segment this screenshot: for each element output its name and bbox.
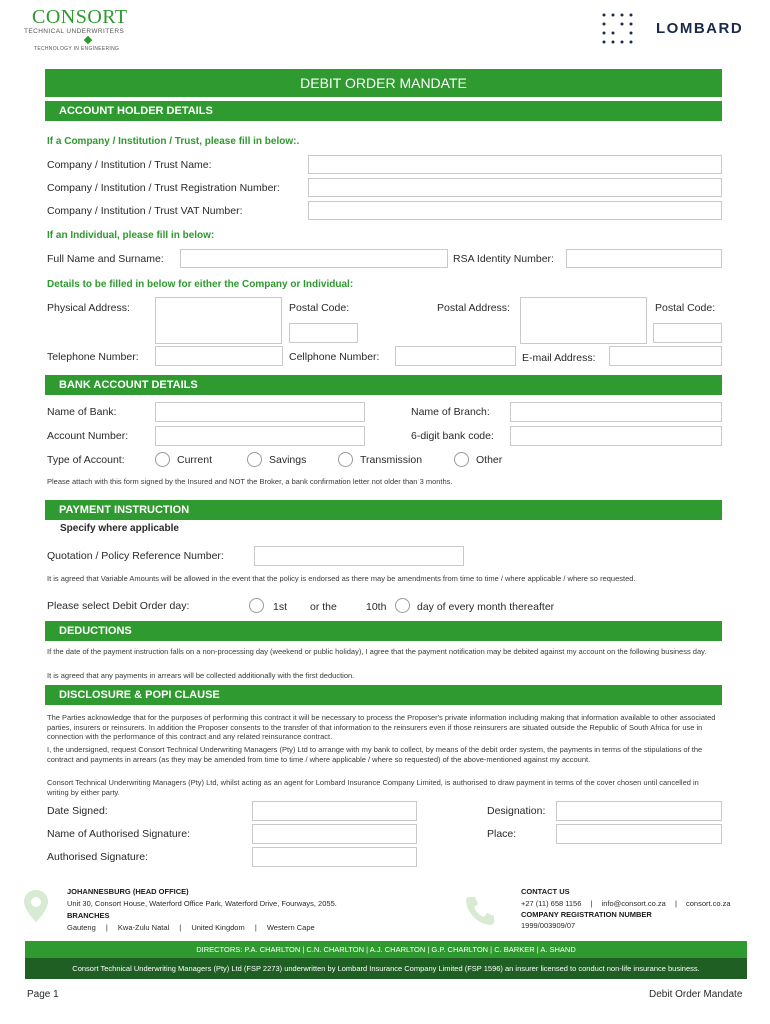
- bank-name-label: Name of Bank:: [47, 406, 117, 418]
- contact-list: +27 (11) 658 1156 | info@consort.co.za | consort.co.za: [521, 899, 731, 908]
- individual-note: If an Individual, please fill in below:: [47, 230, 215, 241]
- section-disclosure: DISCLOSURE & POPI CLAUSE: [45, 685, 722, 705]
- company-note: If a Company / Institution / Trust, please fill in below:.: [47, 136, 300, 147]
- section-payment-instruction: PAYMENT INSTRUCTION: [45, 500, 722, 520]
- head-office-address: Unit 30, Consort House, Waterford Office Park, Waterford Drive, Fourways, 2055.: [67, 899, 337, 908]
- variable-amount-note: It is agreed that Variable Amounts will be allowed in the event that the policy is endorsed as there may be amendments from time to time / where applicable / where so requested.: [47, 574, 636, 583]
- branch-western-cape: Western Cape: [266, 923, 315, 932]
- postal-address-label: Postal Address:: [437, 302, 510, 314]
- auth-name-label: Name of Authorised Signature:: [47, 828, 191, 840]
- rsa-id-label: RSA Identity Number:: [453, 253, 554, 265]
- account-type-transmission-label: Transmission: [360, 454, 423, 466]
- contact-phone[interactable]: +27 (11) 658 1156: [521, 899, 582, 908]
- lombard-dots-icon: [600, 12, 644, 48]
- branch-kzn: Kwa-Zulu Natal: [117, 923, 170, 932]
- directors-text: DIRECTORS: P.A. CHARLTON | C.N. CHARLTON | A.J. CHARLTON | G.P. CHARLTON | C. BARKER | A. SHAND: [196, 945, 576, 954]
- branch-name-label: Name of Branch:: [411, 406, 490, 418]
- physical-address-field[interactable]: [155, 297, 282, 344]
- branches-list: Gauteng | Kwa-Zulu Natal | United Kingdom | Western Cape: [67, 923, 315, 932]
- auth-name-field[interactable]: [252, 824, 417, 844]
- day-1st-radio[interactable]: [249, 598, 264, 613]
- contact-email[interactable]: info@consort.co.za: [601, 899, 666, 908]
- reference-field[interactable]: [254, 546, 464, 566]
- section-account-holder: ACCOUNT HOLDER DETAILS: [45, 101, 722, 121]
- section-bank-account: BANK ACCOUNT DETAILS: [45, 375, 722, 395]
- telephone-label: Telephone Number:: [47, 351, 139, 363]
- select-day-label: Please select Debit Order day:: [47, 600, 190, 612]
- account-type-other-label: Other: [476, 454, 503, 466]
- specify-applicable: Specify where applicable: [60, 523, 179, 534]
- details-note: Details to be filled in below for either the Company or Individual:: [47, 279, 354, 290]
- contact-website[interactable]: consort.co.za: [686, 899, 731, 908]
- account-number-field[interactable]: [155, 426, 365, 446]
- account-type-savings-radio[interactable]: [247, 452, 262, 467]
- account-type-current-label: Current: [177, 454, 213, 466]
- disclosure-para-1: The Parties acknowledge that for the purposes of performing this contract it will be necessary to process the Proposer's private information including making that information available to other associated parties, insurers or reinsurers. In addition the Proposer consents to the transfer of that information to the reinsurers even if those reinsurers are situated outside the Republic of South Africa for use in connection with the performance of this contract and any related reinsurance contract.: [47, 713, 716, 741]
- account-type-savings-label: Savings: [269, 454, 307, 466]
- bank-name-field[interactable]: [155, 402, 365, 422]
- page-title: DEBIT ORDER MANDATE: [45, 69, 722, 97]
- account-type-other-radio[interactable]: [454, 452, 469, 467]
- disclosure-para-3: Consort Technical Underwriting Managers (Pty) Ltd, whilst acting as an agent for Lombard Insurance Company Limited, is authorised to draw payment in terms of the cover chosen until cancelled in writing by either party.: [47, 778, 699, 797]
- reference-label: Quotation / Policy Reference Number:: [47, 550, 224, 562]
- underwritten-text: Consort Technical Underwriting Managers (Pty) Ltd (FSP 2273) underwritten by Lombard Insurance Company Limited (FSP 1596) an insurer licensed to conduct non-life insurance business.: [72, 964, 700, 973]
- underwritten-bar: [25, 958, 747, 979]
- doc-name: Debit Order Mandate: [649, 989, 743, 1000]
- lombard-logo-name: LOMBARD: [656, 20, 744, 37]
- auth-signature-label: Authorised Signature:: [47, 851, 148, 863]
- email-label: E-mail Address:: [522, 352, 596, 364]
- postal-code-1-field[interactable]: [289, 323, 358, 343]
- designation-field[interactable]: [556, 801, 722, 821]
- company-reg-field[interactable]: [308, 178, 722, 197]
- account-type-transmission-radio[interactable]: [338, 452, 353, 467]
- bank-confirmation-note: Please attach with this form signed by the Insured and NOT the Broker, a bank confirmation letter not older than 3 months.: [47, 477, 453, 486]
- physical-address-label: Physical Address:: [47, 302, 130, 314]
- cellphone-field[interactable]: [395, 346, 516, 366]
- cellphone-label: Cellphone Number:: [289, 351, 380, 363]
- consort-logo: [22, 6, 162, 54]
- day-10th-radio[interactable]: [395, 598, 410, 613]
- branch-name-field[interactable]: [510, 402, 722, 422]
- branch-uk: United Kingdom: [191, 923, 245, 932]
- bank-code-field[interactable]: [510, 426, 722, 446]
- deductions-text-2: It is agreed that any payments in arrears will be collected additionally with the first deduction.: [47, 671, 355, 680]
- company-vat-label: Company / Institution / Trust VAT Number:: [47, 205, 243, 217]
- reg-title: COMPANY REGISTRATION NUMBER: [521, 910, 652, 919]
- postal-code-2-label: Postal Code:: [655, 302, 716, 314]
- deductions-text-1: If the date of the payment instruction falls on a non-processing day (weekend or public holiday), I agree that the payment notification may be debited against my account on the following business day.: [47, 647, 707, 656]
- postal-code-1-label: Postal Code:: [289, 302, 350, 314]
- company-name-label: Company / Institution / Trust Name:: [47, 159, 212, 171]
- account-number-label: Account Number:: [47, 430, 129, 442]
- consort-logo-sub: TECHNICAL UNDERWRITERS: [24, 28, 125, 35]
- email-field[interactable]: [609, 346, 722, 366]
- designation-label: Designation:: [487, 805, 546, 817]
- contact-title: CONTACT US: [521, 887, 570, 896]
- account-type-label: Type of Account:: [47, 454, 125, 466]
- branch-gauteng: Gauteng: [67, 923, 96, 932]
- directors-bar: [25, 941, 747, 958]
- telephone-field[interactable]: [155, 346, 283, 366]
- postal-address-field[interactable]: [520, 297, 647, 344]
- branches-title: BRANCHES: [67, 911, 110, 920]
- location-pin-icon: [22, 888, 50, 924]
- day-10th-label: 10th: [366, 601, 387, 613]
- phone-icon: [463, 893, 497, 927]
- consort-logo-name: CONSORT: [32, 6, 128, 28]
- consort-logo-tag: TECHNOLOGY IN ENGINEERING: [34, 46, 120, 52]
- date-signed-label: Date Signed:: [47, 805, 108, 817]
- or-the-text: or the: [310, 601, 337, 613]
- disclosure-para-2: I, the undersigned, request Consort Technical Underwriting Managers (Pty) Ltd to arrange with my bank to collect, by means of the debit order system, the payments in terms of the stipulations of the contract and payments in arrears (as they may be amended from time to time / where applicable / where so requested) of the above-mentioned against my account.: [47, 745, 703, 764]
- full-name-field[interactable]: [180, 249, 448, 268]
- company-vat-field[interactable]: [308, 201, 722, 220]
- section-deductions: DEDUCTIONS: [45, 621, 722, 641]
- day-1st-label: 1st: [273, 601, 288, 613]
- postal-code-2-field[interactable]: [653, 323, 722, 343]
- date-signed-field[interactable]: [252, 801, 417, 821]
- place-field[interactable]: [556, 824, 722, 844]
- lombard-logo: [600, 12, 750, 48]
- consort-diamond-icon: [84, 36, 92, 44]
- bank-code-label: 6-digit bank code:: [411, 430, 494, 442]
- place-label: Place:: [487, 828, 517, 840]
- thereafter-text: day of every month thereafter: [417, 601, 555, 613]
- account-type-current-radio[interactable]: [155, 452, 170, 467]
- reg-number: 1999/003909/07: [521, 921, 576, 930]
- full-name-label: Full Name and Surname:: [47, 253, 164, 265]
- auth-signature-field[interactable]: [252, 847, 417, 867]
- company-reg-label: Company / Institution / Trust Registration Number:: [47, 182, 280, 194]
- rsa-id-field[interactable]: [566, 249, 722, 268]
- company-name-field[interactable]: [308, 155, 722, 174]
- page-number: Page 1: [27, 989, 59, 1000]
- head-office-title: JOHANNESBURG (HEAD OFFICE): [67, 887, 189, 896]
